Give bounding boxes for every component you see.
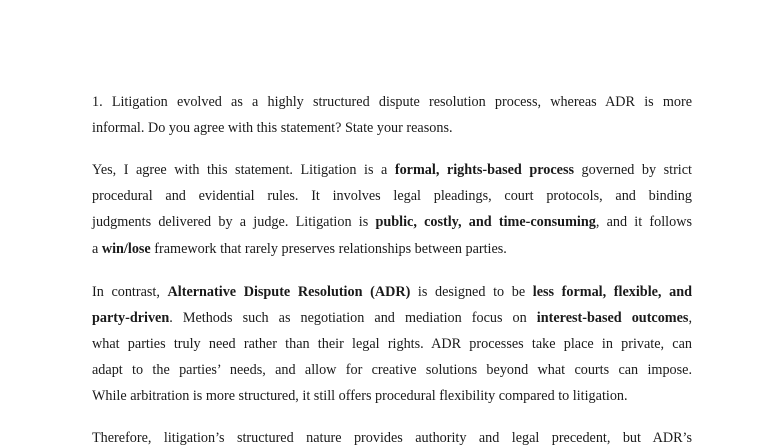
para1-line-1: Yes, I agree with this statement. Litigation is a formal, rights-based process governed by strict bbox=[92, 162, 692, 178]
question-line-1: 1. Litigation evolved as a highly structured dispute resolution process, whereas ADR is more bbox=[92, 94, 692, 110]
para2-line-2: party-driven. Methods such as negotiation and mediation focus on interest-based outcomes, bbox=[92, 310, 692, 326]
para1-line-3: judgments delivered by a judge. Litigation is public, costly, and time-consuming, and it follows bbox=[92, 214, 692, 230]
para3-line-1: Therefore, litigation’s structured nature provides authority and legal precedent, but ADR’s bbox=[92, 430, 692, 446]
para1-line-4: a win/lose framework that rarely preserves relationships between parties. bbox=[92, 241, 507, 257]
question-line-2: informal. Do you agree with this statement? State your reasons. bbox=[92, 120, 453, 136]
para2-line-1: In contrast, Alternative Dispute Resolution (ADR) is designed to be less formal, flexible, and bbox=[92, 284, 692, 300]
para2-line-3: what parties truly need rather than their legal rights. ADR processes take place in private, can bbox=[92, 336, 692, 352]
para1-line-2: procedural and evidential rules. It involves legal pleadings, court protocols, and binding bbox=[92, 188, 692, 204]
para2-line-4: adapt to the parties’ needs, and allow for creative solutions beyond what courts can impose. bbox=[92, 362, 692, 378]
para2-line-5: While arbitration is more structured, it still offers procedural flexibility compared to litigation. bbox=[92, 388, 628, 404]
